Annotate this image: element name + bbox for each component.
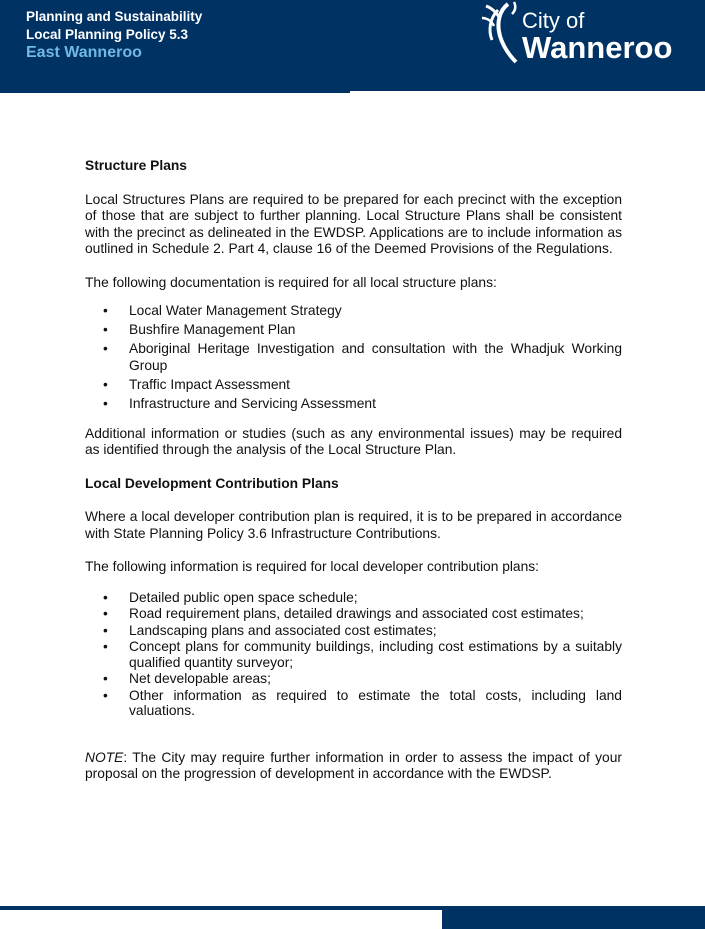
contribution-plans-intro: Where a local developer contribution plan is required, it is to be prepared in accordance with State Planning Policy 3.6 Infrastructure Contributions. — [85, 509, 622, 541]
structure-plans-intro: Local Structures Plans are required to be prepared for each precinct with the exception of those that are subject to further planning. Local Structure Plans shall be consistent with the precinct as delineated in the EWDSP. Applications are to include information as outlined in Schedule 2. Part 4, clause 16 of the Deemed Provisions of the Regulations. — [85, 191, 622, 256]
area-title: East Wanneroo — [26, 44, 142, 61]
document-body — [85, 158, 622, 783]
footer-block — [442, 906, 705, 929]
list-item: • Bushfire Management Plan — [85, 322, 622, 339]
list-item: • Infrastructure and Servicing Assessment — [85, 396, 622, 413]
page-header — [0, 0, 705, 91]
structure-plans-additional: Additional information or studies (such as any environmental issues) may be required as identified through the analysis of the Local Structure Plan. — [85, 425, 622, 457]
department-title: Planning and Sustainability — [26, 9, 203, 24]
city-of-wanneroo-logo — [478, 0, 700, 70]
note-label: NOTE — [85, 749, 124, 765]
structure-plans-heading: Structure Plans — [85, 158, 187, 173]
footer-rule — [0, 906, 442, 910]
policy-title: Local Planning Policy 5.3 — [26, 27, 189, 42]
note-text: : The City may require further information in order to assess the impact of your proposal on the progression of development in accordance with the EWDSP. — [85, 749, 622, 781]
list-item: • Concept plans for community buildings, including cost estimations by a suitably qualified quantity surveyor; — [85, 639, 622, 670]
logo-wanneroo-text: Wanneroo — [522, 30, 673, 65]
header-underline — [0, 91, 350, 93]
list-item: • Landscaping plans and associated cost estimates; — [85, 623, 622, 639]
logo-city-of-text: City of — [522, 8, 585, 33]
list-item: • Other information as required to estimate the total costs, including land valuations. — [85, 688, 622, 719]
structure-plans-list-intro: The following documentation is required for all local structure plans: — [85, 274, 497, 290]
list-item: • Road requirement plans, detailed drawings and associated cost estimates; — [85, 606, 622, 622]
structure-plans-list — [85, 303, 622, 412]
contribution-plans-heading: Local Development Contribution Plans — [85, 475, 339, 491]
list-item: • Local Water Management Strategy — [85, 303, 622, 320]
list-item: • Detailed public open space schedule; — [85, 590, 622, 606]
contribution-plans-list — [85, 590, 622, 719]
list-item: • Aboriginal Heritage Investigation and consultation with the Whadjuk Working Group — [85, 341, 622, 374]
list-item: • Traffic Impact Assessment — [85, 377, 622, 394]
swan-emblem-icon — [478, 0, 522, 66]
contribution-plans-list-intro: The following information is required for local developer contribution plans: — [85, 559, 540, 574]
note-paragraph — [85, 750, 622, 783]
list-item: • Net developable areas; — [85, 671, 622, 687]
